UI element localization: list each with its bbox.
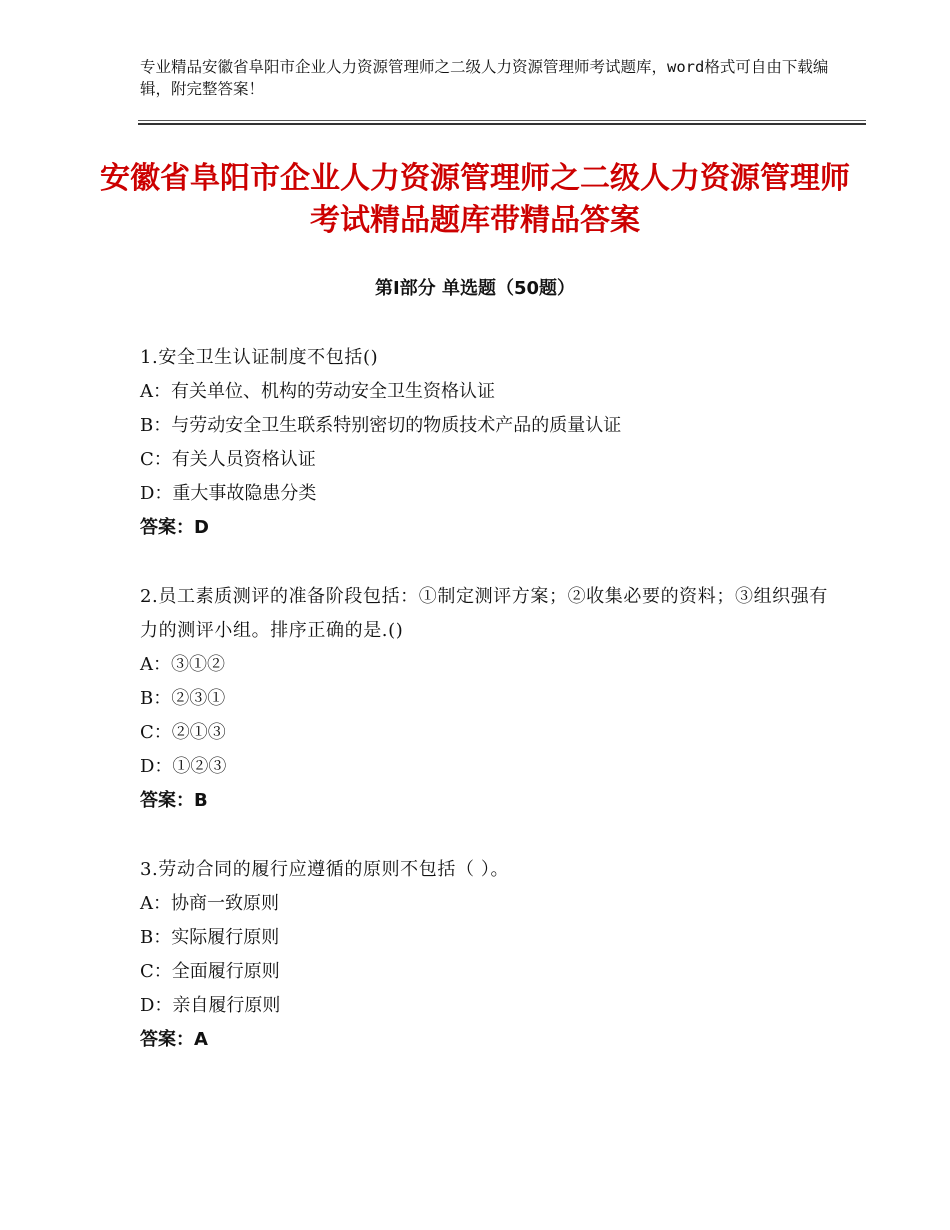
question-1 bbox=[140, 341, 830, 545]
answer: 答案：D bbox=[140, 517, 209, 538]
option-c: C：有关人员资格认证 bbox=[140, 449, 316, 470]
option-c: C：全面履行原则 bbox=[140, 961, 280, 982]
answer: 答案：B bbox=[140, 790, 208, 811]
question-3 bbox=[140, 853, 830, 1057]
option-a: A：有关单位、机构的劳动安全卫生资格认证 bbox=[140, 381, 495, 402]
question-stem: 1.安全卫生认证制度不包括() bbox=[140, 347, 379, 368]
question-stem: 3.劳动合同的履行应遵循的原则不包括（ ）。 bbox=[140, 859, 510, 880]
answer: 答案：A bbox=[140, 1029, 208, 1050]
header-note: 专业精品安徽省阜阳市企业人力资源管理师之二级人力资源管理师考试题库，word格式可自由下载编辑，附完整答案！ bbox=[140, 58, 829, 98]
option-a: A：③①② bbox=[140, 654, 225, 675]
question-2 bbox=[140, 580, 830, 818]
header-divider-thick bbox=[138, 123, 866, 125]
question-stem: 2.员工素质测评的准备阶段包括：①制定测评方案；②收集必要的资料；③组织强有力的测评小组。排序正确的是.() bbox=[140, 586, 828, 641]
section-heading: 第Ⅰ部分 单选题（50题） bbox=[374, 278, 575, 299]
option-b: B：②③① bbox=[140, 688, 226, 709]
document-title: 安徽省阜阳市企业人力资源管理师之二级人力资源管理师考试精品题库带精品答案 bbox=[100, 161, 850, 238]
header-divider-thin bbox=[138, 120, 866, 121]
option-c: C：②①③ bbox=[140, 722, 226, 743]
option-b: B：与劳动安全卫生联系特别密切的物质技术产品的质量认证 bbox=[140, 415, 622, 436]
option-a: A：协商一致原则 bbox=[140, 893, 279, 914]
option-d: D：亲自履行原则 bbox=[140, 995, 281, 1016]
option-d: D：①②③ bbox=[140, 756, 227, 777]
option-b: B：实际履行原则 bbox=[140, 927, 280, 948]
option-d: D：重大事故隐患分类 bbox=[140, 483, 317, 504]
